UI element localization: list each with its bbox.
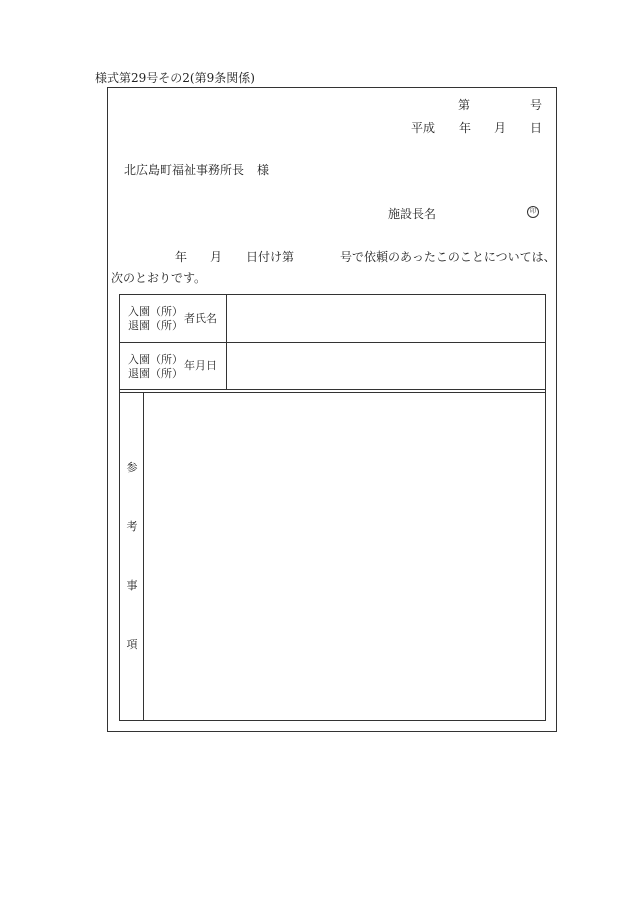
body-closing-text: 次のとおりです。	[111, 271, 207, 285]
row1-label-suffix: 者氏名	[184, 312, 217, 325]
date-month-unit: 月	[494, 121, 507, 135]
date-era: 平成	[411, 121, 436, 135]
remarks-label-char: 参	[126, 461, 138, 474]
row1-label-line2: 退園（所）	[128, 319, 183, 332]
info-table	[119, 294, 546, 721]
addressee-honorific: 様	[257, 163, 270, 177]
body-year-unit: 年	[175, 250, 188, 264]
row1-label-line1: 入園（所）	[128, 305, 183, 318]
row2-label-line2: 退園（所）	[128, 367, 183, 380]
table-column-divider	[143, 392, 144, 720]
table-column-divider	[226, 295, 227, 389]
table-divider	[120, 392, 545, 393]
remarks-label-char: 事	[126, 579, 138, 592]
document-number-prefix: 第	[458, 98, 471, 112]
date-day-unit: 日	[530, 121, 543, 135]
date-year-unit: 年	[459, 121, 472, 135]
remarks-field[interactable]	[145, 394, 544, 719]
remarks-label-char: 考	[126, 520, 138, 533]
body-day-reference: 日付け第	[246, 250, 295, 264]
form-code: 様式第29号その2(第9条関係)	[95, 71, 255, 85]
row2-label-line1: 入園（所）	[128, 353, 183, 366]
name-field[interactable]	[228, 296, 544, 341]
seal-icon: 印	[527, 206, 539, 218]
row2-label-suffix: 年月日	[184, 359, 217, 372]
body-request-text: 号で依頼のあったこのことについては、	[340, 250, 556, 264]
date-field[interactable]	[228, 343, 544, 388]
facility-director-label: 施設長名	[388, 207, 437, 221]
remarks-label-char: 項	[126, 638, 138, 651]
addressee-name: 北広島町福祉事務所長	[124, 163, 245, 177]
document-number-suffix: 号	[530, 98, 543, 112]
body-month-unit: 月	[210, 250, 223, 264]
table-divider	[120, 389, 545, 390]
